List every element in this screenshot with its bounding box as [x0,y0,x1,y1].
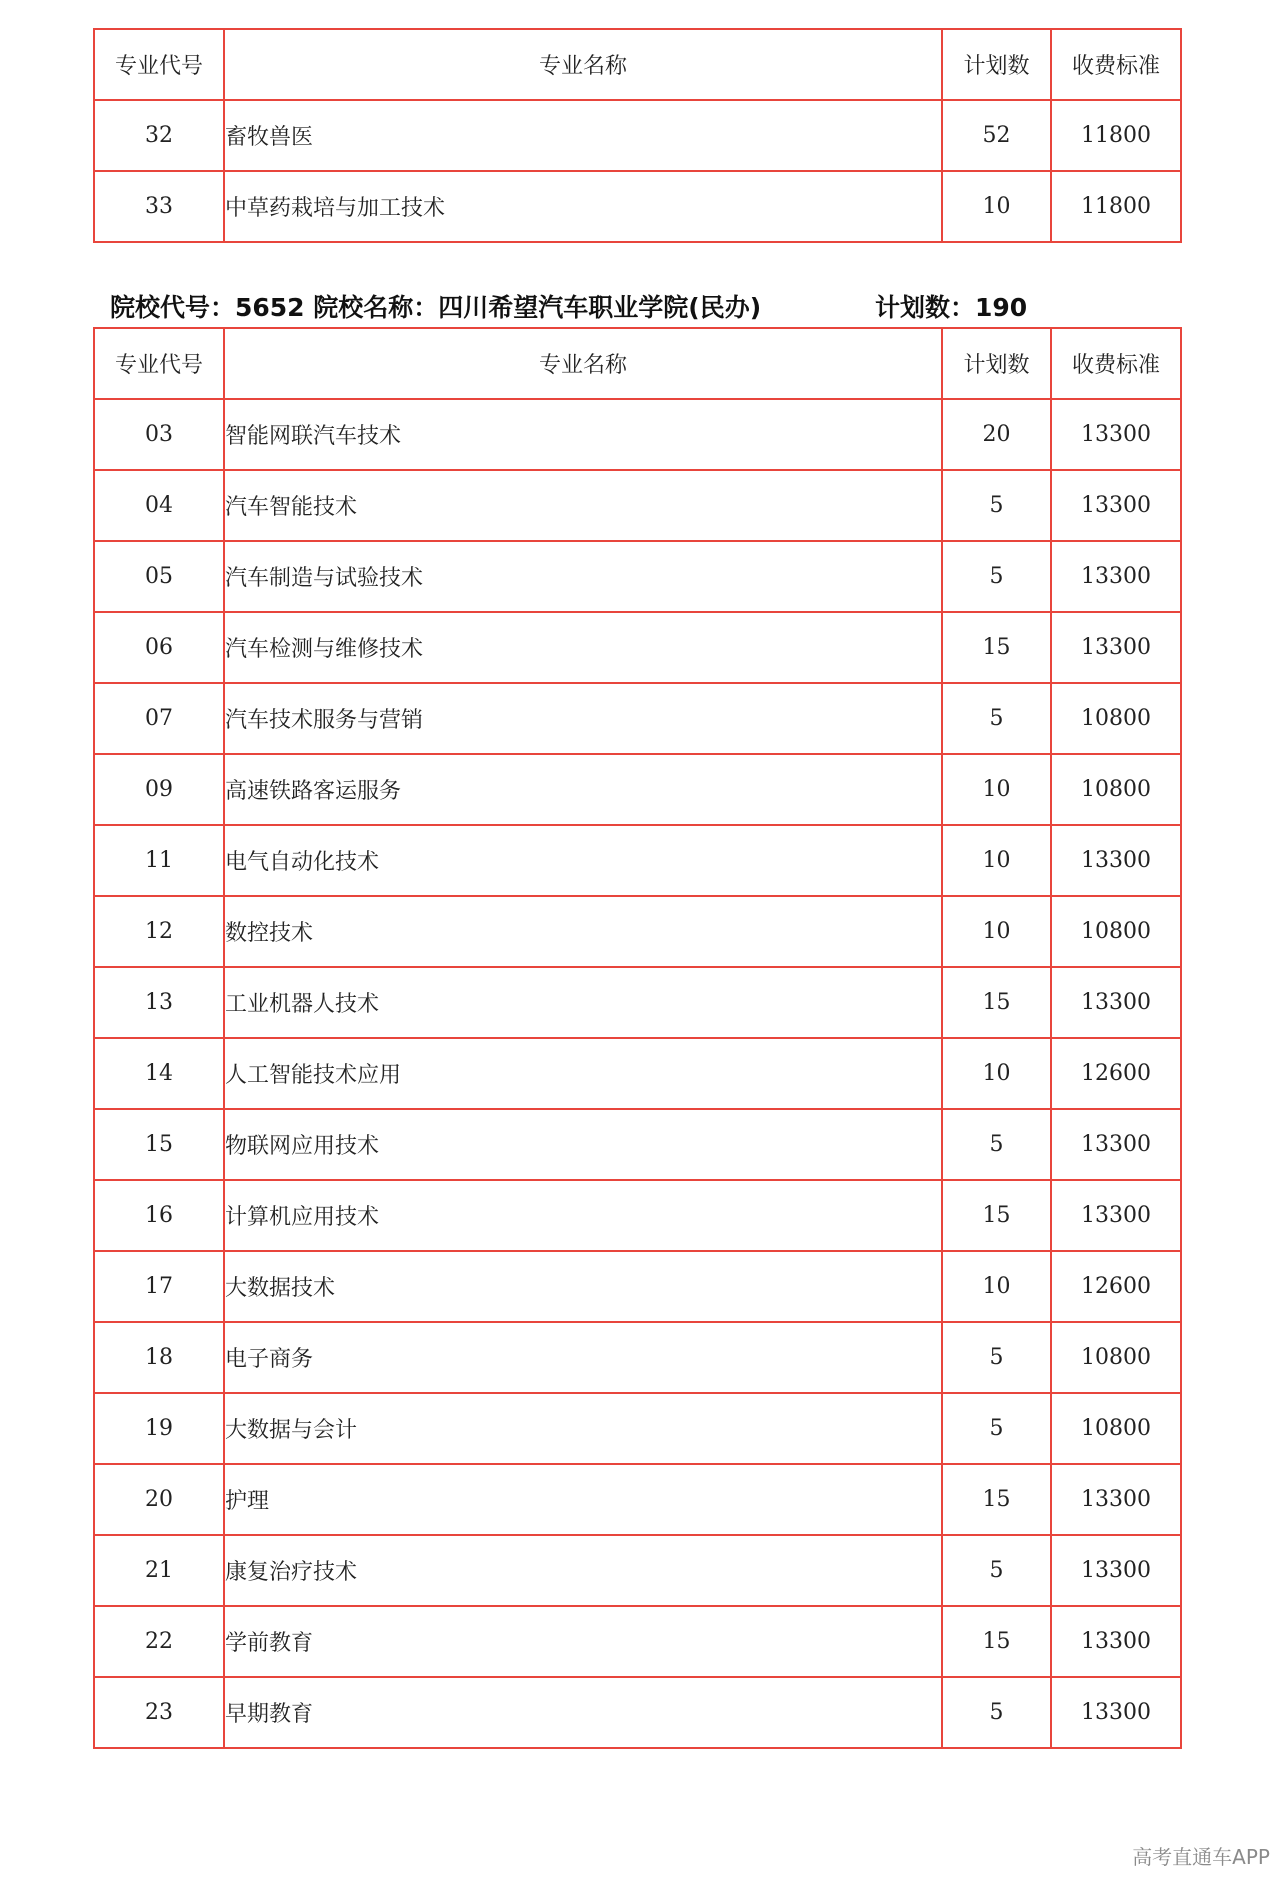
major-name: 汽车智能技术 [224,470,942,541]
header-major-name: 专业名称 [224,29,942,100]
major-name: 康复治疗技术 [224,1535,942,1606]
table-row [94,612,1181,683]
major-name: 智能网联汽车技术 [224,399,942,470]
fee-standard: 13300 [1051,399,1181,470]
major-name: 汽车制造与试验技术 [224,541,942,612]
school-plan-total: 计划数：190 [875,293,1028,322]
header-plan-count: 计划数 [942,29,1051,100]
major-code: 18 [94,1322,224,1393]
table-row [94,470,1181,541]
table-row [94,1677,1181,1748]
major-name: 护理 [224,1464,942,1535]
header-fee-standard: 收费标准 [1051,328,1181,399]
plan-count: 5 [942,470,1051,541]
fee-standard: 13300 [1051,967,1181,1038]
watermark: 高考直通车APP [1132,1845,1270,1869]
major-name: 学前教育 [224,1606,942,1677]
major-code: 14 [94,1038,224,1109]
table-row [94,1251,1181,1322]
major-code: 09 [94,754,224,825]
plan-count: 52 [942,100,1051,171]
plan-count: 15 [942,612,1051,683]
fee-standard: 10800 [1051,754,1181,825]
plan-count: 5 [942,1322,1051,1393]
major-code: 32 [94,100,224,171]
fee-standard: 10800 [1051,1322,1181,1393]
major-name: 畜牧兽医 [224,100,942,171]
fee-standard: 13300 [1051,1464,1181,1535]
fee-standard: 13300 [1051,1180,1181,1251]
header-major-code: 专业代号 [94,328,224,399]
table-row [94,399,1181,470]
table-row [94,1180,1181,1251]
school-code-name: 院校代号：5652 院校名称：四川希望汽车职业学院(民办) [110,293,762,322]
major-code: 15 [94,1109,224,1180]
major-name: 电气自动化技术 [224,825,942,896]
major-code: 16 [94,1180,224,1251]
fee-standard: 13300 [1051,1606,1181,1677]
major-name: 高速铁路客运服务 [224,754,942,825]
plan-count: 5 [942,1535,1051,1606]
plan-count: 10 [942,1038,1051,1109]
table-row [94,100,1181,171]
fee-standard: 12600 [1051,1251,1181,1322]
plan-count: 15 [942,1464,1051,1535]
fee-standard: 13300 [1051,1535,1181,1606]
major-code: 21 [94,1535,224,1606]
table-row [94,896,1181,967]
header-fee-standard: 收费标准 [1051,29,1181,100]
table-header-row [94,328,1181,399]
major-code: 06 [94,612,224,683]
major-name: 电子商务 [224,1322,942,1393]
major-name: 计算机应用技术 [224,1180,942,1251]
table-row [94,171,1181,242]
table-row [94,825,1181,896]
plan-count: 5 [942,1109,1051,1180]
major-code: 33 [94,171,224,242]
fee-standard: 10800 [1051,683,1181,754]
major-code: 13 [94,967,224,1038]
major-code: 11 [94,825,224,896]
major-code: 04 [94,470,224,541]
plan-count: 15 [942,1606,1051,1677]
major-code: 17 [94,1251,224,1322]
major-code: 19 [94,1393,224,1464]
fee-standard: 11800 [1051,171,1181,242]
major-name: 早期教育 [224,1677,942,1748]
table-row [94,1109,1181,1180]
major-code: 05 [94,541,224,612]
table-row [94,683,1181,754]
fee-standard: 11800 [1051,100,1181,171]
plan-count: 5 [942,541,1051,612]
table-row [94,1464,1181,1535]
table-row [94,1606,1181,1677]
major-name: 大数据与会计 [224,1393,942,1464]
plan-count: 10 [942,171,1051,242]
plan-count: 10 [942,896,1051,967]
major-code: 03 [94,399,224,470]
table-row [94,1038,1181,1109]
major-table-continued [93,28,1182,243]
major-name: 工业机器人技术 [224,967,942,1038]
fee-standard: 13300 [1051,612,1181,683]
major-name: 人工智能技术应用 [224,1038,942,1109]
plan-count: 15 [942,1180,1051,1251]
table-row [94,1322,1181,1393]
table-row [94,541,1181,612]
school-heading [110,288,1028,324]
major-code: 23 [94,1677,224,1748]
plan-count: 5 [942,683,1051,754]
header-plan-count: 计划数 [942,328,1051,399]
table-row [94,754,1181,825]
major-name: 汽车检测与维修技术 [224,612,942,683]
plan-count: 15 [942,967,1051,1038]
table-header-row [94,29,1181,100]
table-row [94,1535,1181,1606]
fee-standard: 13300 [1051,470,1181,541]
major-name: 大数据技术 [224,1251,942,1322]
major-name: 数控技术 [224,896,942,967]
plan-count: 5 [942,1393,1051,1464]
plan-count: 20 [942,399,1051,470]
plan-count: 10 [942,825,1051,896]
header-major-name: 专业名称 [224,328,942,399]
major-table [93,327,1182,1749]
header-major-code: 专业代号 [94,29,224,100]
fee-standard: 13300 [1051,541,1181,612]
major-name: 汽车技术服务与营销 [224,683,942,754]
fee-standard: 13300 [1051,825,1181,896]
major-code: 22 [94,1606,224,1677]
major-name: 中草药栽培与加工技术 [224,171,942,242]
fee-standard: 12600 [1051,1038,1181,1109]
plan-count: 5 [942,1677,1051,1748]
plan-count: 10 [942,1251,1051,1322]
major-code: 07 [94,683,224,754]
fee-standard: 10800 [1051,896,1181,967]
fee-standard: 10800 [1051,1393,1181,1464]
major-name: 物联网应用技术 [224,1109,942,1180]
fee-standard: 13300 [1051,1677,1181,1748]
major-code: 12 [94,896,224,967]
major-code: 20 [94,1464,224,1535]
plan-count: 10 [942,754,1051,825]
table-row [94,967,1181,1038]
fee-standard: 13300 [1051,1109,1181,1180]
table-row [94,1393,1181,1464]
